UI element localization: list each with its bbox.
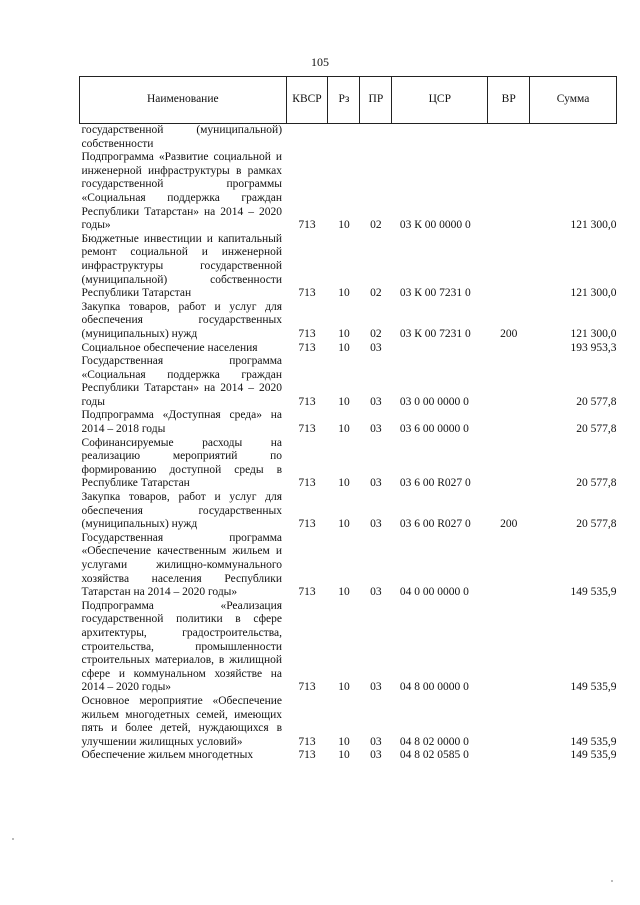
row-rz: 10 xyxy=(338,586,350,599)
row-name: Подпрограмма «Доступная среда» на 2014 – 2018 годы xyxy=(81,409,283,436)
row-sum: 20 577,8 xyxy=(576,395,617,408)
row-sum: 193 953,3 xyxy=(570,341,617,354)
row-vr: 200 xyxy=(500,518,518,531)
table-body xyxy=(80,124,617,763)
row-pr: 02 xyxy=(370,327,382,340)
scan-artifact xyxy=(611,880,613,882)
row-csr: 03 6 00 0000 0 xyxy=(399,423,469,436)
row-kvsr: 713 xyxy=(298,341,316,354)
row-vr xyxy=(488,409,530,436)
row-csr: 03 0 00 0000 0 xyxy=(399,395,469,408)
row-kvsr: 713 xyxy=(298,681,316,694)
row-sum: 121 300,0 xyxy=(570,327,617,340)
row-sum: 121 300,0 xyxy=(570,287,617,300)
header-kvsr: КВСР xyxy=(286,77,328,124)
row-name: Государственная программа «Социальная поддержка граждан Республики Татарстан» на 2014 – 2020 годы xyxy=(81,355,283,408)
row-vr xyxy=(488,342,530,356)
row-rz: 10 xyxy=(338,341,350,354)
row-csr: 04 0 00 0000 0 xyxy=(399,586,469,599)
row-kvsr: 713 xyxy=(298,287,316,300)
row-kvsr: 713 xyxy=(298,518,316,531)
row-pr: 03 xyxy=(370,681,382,694)
row-name: Бюджетные инвестиции и капитальный ремонт социальной и инженерной инфраструктуры государственной (муниципальной) собственности Республики Татарстан xyxy=(81,232,283,300)
row-csr: 03 К 00 7231 0 xyxy=(399,287,471,300)
row-csr: 03 К 00 7231 0 xyxy=(399,327,471,340)
row-name: государственной (муниципальной) собственности xyxy=(81,124,283,150)
row-pr xyxy=(360,124,392,152)
row-name: Софинансируемые расходы на реализацию мероприятий по формированию доступной среды в Республике Татарстан xyxy=(81,436,283,490)
row-rz: 10 xyxy=(338,681,350,694)
row-csr: 03 К 00 0000 0 xyxy=(399,219,471,232)
row-csr xyxy=(392,342,488,356)
row-rz: 10 xyxy=(338,327,350,340)
row-kvsr: 713 xyxy=(298,735,316,748)
row-name: Обеспечение жильем многодетных xyxy=(81,749,254,762)
table-row xyxy=(80,151,617,233)
row-kvsr: 713 xyxy=(298,477,316,490)
row-csr xyxy=(392,124,488,152)
row-rz: 10 xyxy=(338,518,350,531)
header-row xyxy=(80,77,617,124)
table-row xyxy=(80,409,617,436)
row-vr xyxy=(488,124,530,152)
header-name: Наименование xyxy=(80,77,287,124)
header-csr: ЦСР xyxy=(392,77,488,124)
row-pr: 03 xyxy=(370,477,382,490)
page-number: 105 xyxy=(311,55,329,69)
row-sum: 149 535,9 xyxy=(570,586,617,599)
row-kvsr xyxy=(286,124,328,152)
row-pr: 03 xyxy=(370,341,382,354)
row-sum: 149 535,9 xyxy=(570,749,617,762)
table-row xyxy=(80,355,617,409)
row-vr xyxy=(488,151,530,233)
row-sum: 149 535,9 xyxy=(570,735,617,748)
row-name: Подпрограмма «Реализация государственной политики в сфере архитектуры, градостроительства, строительства, промышленности строительных материалов, в жилищной сфере и коммунальном хозяйстве на 2014 – 2020 годы» xyxy=(81,599,283,694)
row-pr: 03 xyxy=(370,395,382,408)
row-vr xyxy=(488,532,530,600)
row-rz xyxy=(328,124,360,152)
row-vr xyxy=(488,600,530,695)
row-name: Закупка товаров, работ и услуг для обеспечения государственных (муниципальных) нужд xyxy=(81,300,283,340)
row-vr: 200 xyxy=(500,327,518,340)
row-csr: 03 6 00 R027 0 xyxy=(399,518,471,531)
row-pr: 02 xyxy=(370,287,382,300)
row-sum: 20 577,8 xyxy=(576,423,617,436)
row-pr: 03 xyxy=(370,749,382,762)
table-row xyxy=(80,437,617,491)
table-row xyxy=(80,342,617,356)
row-kvsr: 713 xyxy=(298,327,316,340)
row-sum: 149 535,9 xyxy=(570,681,617,694)
row-csr: 03 6 00 R027 0 xyxy=(399,477,471,490)
row-pr: 03 xyxy=(370,586,382,599)
row-rz: 10 xyxy=(338,749,350,762)
table-row xyxy=(80,695,617,749)
table-row xyxy=(80,600,617,695)
row-vr xyxy=(488,355,530,409)
row-sum: 121 300,0 xyxy=(570,219,617,232)
row-csr: 04 8 02 0000 0 xyxy=(399,735,469,748)
header-pr: ПР xyxy=(360,77,392,124)
row-kvsr: 713 xyxy=(298,395,316,408)
table-row xyxy=(80,532,617,600)
row-name: Государственная программа «Обеспечение качественным жильем и услугами жилищно-коммунального хозяйства населения Республики Татарстан на 2014 – 2020 годы» xyxy=(81,531,283,599)
table-row xyxy=(80,233,617,301)
row-vr xyxy=(488,437,530,491)
row-rz: 10 xyxy=(338,395,350,408)
row-kvsr: 713 xyxy=(298,749,316,762)
header-vr: ВР xyxy=(488,77,530,124)
row-pr: 03 xyxy=(370,423,382,436)
budget-table xyxy=(79,76,617,763)
row-kvsr: 713 xyxy=(298,219,316,232)
row-rz: 10 xyxy=(338,735,350,748)
row-vr xyxy=(488,695,530,749)
row-name: Подпрограмма «Развитие социальной и инженерной инфраструктуры в рамках государственной программы «Социальная поддержка граждан Республики Татарстан» на 2014 – 2020 годы» xyxy=(81,151,283,232)
row-rz: 10 xyxy=(338,423,350,436)
row-rz: 10 xyxy=(338,219,350,232)
row-sum: 20 577,8 xyxy=(576,477,617,490)
row-vr xyxy=(488,749,530,763)
row-rz: 10 xyxy=(338,287,350,300)
row-sum xyxy=(530,124,617,152)
table-row xyxy=(80,124,617,152)
table-row xyxy=(80,749,617,763)
table-row xyxy=(80,301,617,342)
row-pr: 02 xyxy=(370,219,382,232)
row-pr: 03 xyxy=(370,735,382,748)
row-name: Основное мероприятие «Обеспечение жильем многодетных семей, имеющих пять и более детей, нуждающихся в улучшении жилищных условий» xyxy=(81,694,283,748)
row-name: Закупка товаров, работ и услуг для обеспечения государственных (муниципальных) нужд xyxy=(81,491,283,531)
row-kvsr: 713 xyxy=(298,423,316,436)
row-pr: 03 xyxy=(370,518,382,531)
scan-artifact xyxy=(12,838,14,840)
row-sum: 20 577,8 xyxy=(576,518,617,531)
row-csr: 04 8 02 0585 0 xyxy=(399,749,469,762)
header-rz: Рз xyxy=(328,77,360,124)
row-kvsr: 713 xyxy=(298,586,316,599)
row-vr xyxy=(488,233,530,301)
row-rz: 10 xyxy=(338,477,350,490)
table-header xyxy=(80,77,617,124)
header-sum: Сумма xyxy=(530,77,617,124)
row-csr: 04 8 00 0000 0 xyxy=(399,681,469,694)
row-name: Социальное обеспечение населения xyxy=(81,341,258,354)
table-row xyxy=(80,491,617,532)
